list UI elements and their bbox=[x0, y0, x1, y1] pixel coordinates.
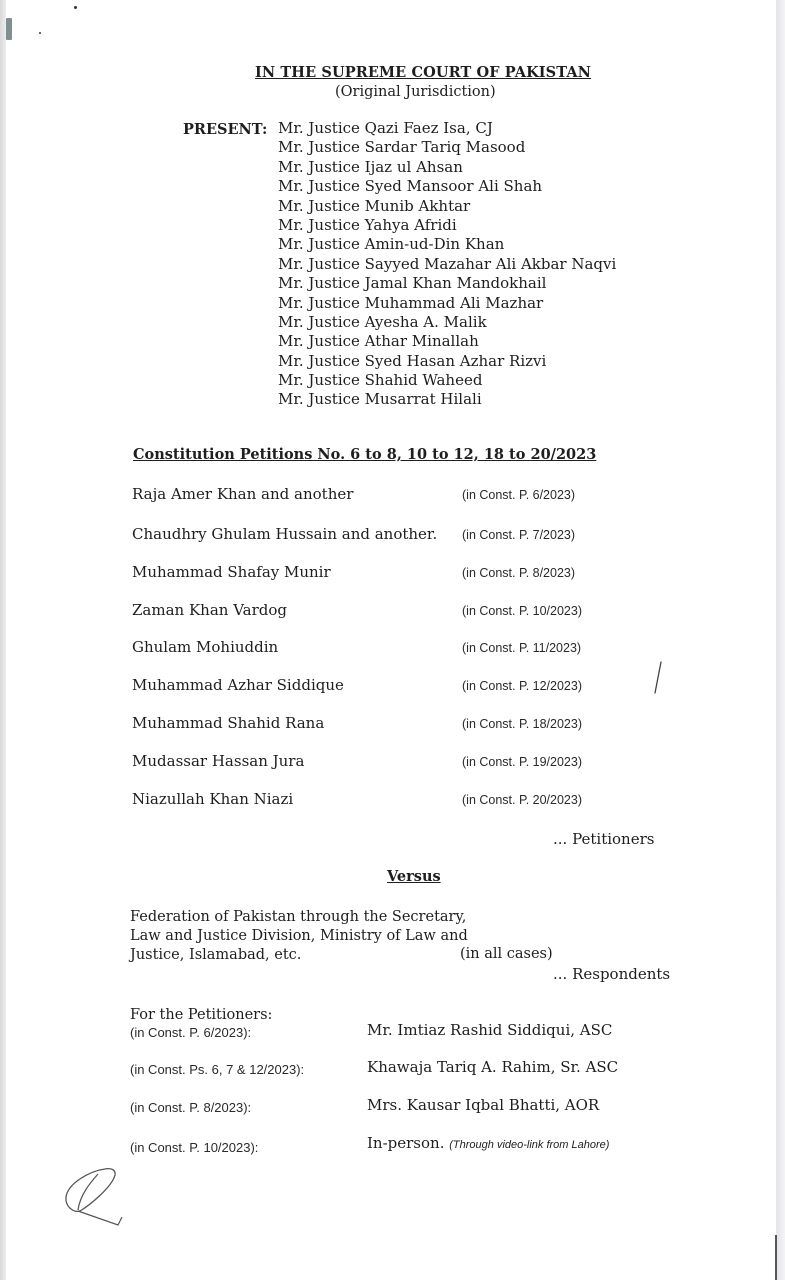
petitioners-role-label: ... Petitioners bbox=[553, 830, 655, 848]
petition-case-number: (in Const. P. 6/2023) bbox=[462, 488, 576, 502]
counsel-row bbox=[130, 1058, 690, 1080]
counsel-name: Khawaja Tariq A. Rahim, Sr. ASC bbox=[367, 1058, 619, 1076]
petition-case-number: (in Const. P. 19/2023) bbox=[462, 755, 582, 769]
judge-name: Mr. Justice Munib Akhtar bbox=[278, 196, 471, 215]
counsel-name: Mrs. Kausar Iqbal Bhatti, AOR bbox=[367, 1096, 600, 1114]
judge-name: Mr. Justice Athar Minallah bbox=[278, 332, 479, 351]
respondents-role-label: ... Respondents bbox=[553, 965, 671, 983]
counsel-note: (Through video-link from Lahore) bbox=[449, 1139, 610, 1151]
petition-case-number: (in Const. P. 18/2023) bbox=[462, 717, 582, 731]
counsel-name bbox=[367, 1134, 609, 1152]
counsel-name-text: In-person. bbox=[367, 1134, 445, 1152]
respondent-line: Federation of Pakistan through the Secretary, bbox=[130, 909, 467, 925]
signature-icon bbox=[60, 1165, 150, 1240]
counsel-case-ref: (in Const. P. 6/2023): bbox=[130, 1025, 252, 1040]
petitioner-row bbox=[132, 790, 632, 810]
petitioner-row bbox=[132, 752, 632, 772]
respondent-line: Law and Justice Division, Ministry of Law and bbox=[130, 928, 468, 944]
petitioner-row bbox=[132, 563, 632, 583]
counsel-case-ref: (in Const. P. 8/2023): bbox=[130, 1100, 252, 1115]
judge-name: Mr. Justice Jamal Khan Mandokhail bbox=[278, 274, 547, 293]
judge-name: Mr. Justice Musarrat Hilali bbox=[278, 390, 482, 409]
judge-name: Mr. Justice Ijaz ul Ahsan bbox=[278, 157, 463, 176]
petition-case-number: (in Const. P. 11/2023) bbox=[462, 641, 582, 655]
jurisdiction-subtitle: (Original Jurisdiction) bbox=[335, 84, 496, 100]
court-title: IN THE SUPREME COURT OF PAKISTAN bbox=[255, 64, 592, 81]
petitioner-name: Zaman Khan Vardog bbox=[132, 601, 288, 619]
scan-speck bbox=[39, 32, 41, 34]
binder-clip-mark bbox=[6, 18, 12, 40]
judge-name: Mr. Justice Sayyed Mazahar Ali Akbar Naqvi bbox=[278, 254, 617, 273]
petitioner-name: Muhammad Azhar Siddique bbox=[132, 676, 344, 694]
petitioner-name: Ghulam Mohiuddin bbox=[132, 638, 279, 656]
petitioner-row bbox=[132, 676, 632, 696]
petition-case-number: (in Const. P. 10/2023) bbox=[462, 604, 582, 618]
judge-name: Mr. Justice Ayesha A. Malik bbox=[278, 312, 487, 331]
petition-case-number: (in Const. P. 7/2023) bbox=[462, 528, 576, 542]
petitioner-row bbox=[132, 601, 632, 621]
judge-name: Mr. Justice Shahid Waheed bbox=[278, 371, 483, 390]
petitioner-row bbox=[132, 485, 632, 505]
scan-edge-mark bbox=[775, 1235, 777, 1280]
petitioner-name: Chaudhry Ghulam Hussain and another. bbox=[132, 525, 438, 543]
counsel-name: Mr. Imtiaz Rashid Siddiqui, ASC bbox=[367, 1021, 613, 1039]
counsel-row bbox=[130, 1134, 690, 1156]
petitioner-name: Muhammad Shahid Rana bbox=[132, 714, 325, 732]
petitions-heading: Constitution Petitions No. 6 to 8, 10 to 12, 18 to 20/2023 bbox=[133, 446, 597, 463]
judge-name: Mr. Justice Sardar Tariq Masood bbox=[278, 138, 526, 157]
judge-name: Mr. Justice Syed Hasan Azhar Rizvi bbox=[278, 351, 547, 370]
petition-case-number: (in Const. P. 20/2023) bbox=[462, 793, 582, 807]
judge-name: Mr. Justice Amin-ud-Din Khan bbox=[278, 235, 505, 254]
counsel-row bbox=[130, 1021, 690, 1043]
counsel-case-ref: (in Const. Ps. 6, 7 & 12/2023): bbox=[130, 1062, 305, 1077]
petitioner-name: Raja Amer Khan and another bbox=[132, 485, 354, 503]
petitioner-name: Muhammad Shafay Munir bbox=[132, 563, 331, 581]
scan-edge-right bbox=[776, 0, 785, 1280]
respondent-block bbox=[130, 908, 468, 965]
scan-edge-left bbox=[0, 0, 6, 1280]
versus-heading: Versus bbox=[387, 868, 441, 885]
petitioner-row bbox=[132, 525, 632, 545]
petitioner-row bbox=[132, 714, 632, 734]
petitioner-name: Niazullah Khan Niazi bbox=[132, 790, 294, 808]
scan-speck bbox=[74, 6, 77, 9]
handwritten-tick-mark bbox=[652, 660, 664, 696]
petition-case-number: (in Const. P. 12/2023) bbox=[462, 679, 582, 693]
judge-name: Mr. Justice Yahya Afridi bbox=[278, 215, 457, 234]
counsel-case-ref: (in Const. P. 10/2023): bbox=[130, 1140, 259, 1155]
judge-name: Mr. Justice Qazi Faez Isa, CJ bbox=[278, 119, 493, 137]
petitioner-row bbox=[132, 638, 632, 658]
petition-case-number: (in Const. P. 8/2023) bbox=[462, 566, 576, 580]
for-petitioners-label: For the Petitioners: bbox=[130, 1007, 273, 1023]
respondent-line: Justice, Islamabad, etc. bbox=[130, 947, 302, 963]
petitioner-name: Mudassar Hassan Jura bbox=[132, 752, 305, 770]
counsel-row bbox=[130, 1096, 690, 1118]
present-label: PRESENT: bbox=[183, 121, 268, 138]
judge-name: Mr. Justice Syed Mansoor Ali Shah bbox=[278, 177, 543, 196]
judge-name: Mr. Justice Muhammad Ali Mazhar bbox=[278, 293, 544, 312]
bench-list bbox=[278, 119, 616, 410]
respondent-scope: (in all cases) bbox=[460, 946, 553, 962]
